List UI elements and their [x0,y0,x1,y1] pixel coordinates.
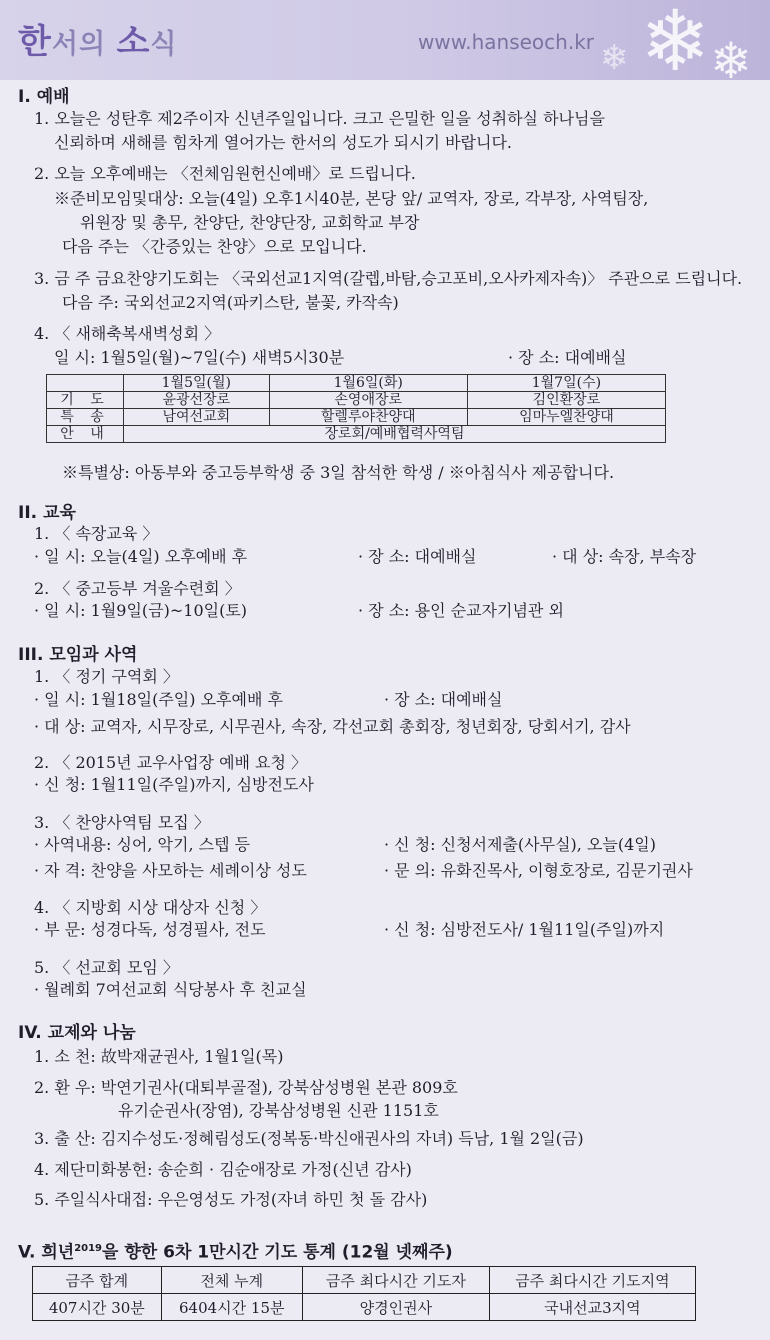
notice-text: 3. 금 주 금요찬양기도회는 〈국외선교1지역(갈렙,바탐,승고포비,오사카제자속)〉 주관으로 드립니다. [34,269,743,288]
notice-text: 1. 소 천: 故박재균권사, 1월1일(목) [34,1047,284,1066]
notice-text: · 대 상: 속장, 부속장 [552,547,697,566]
notice-text: 다음 주: 국외선교2지역(파키스탄, 불꽃, 카작속) [62,293,399,312]
page-title: 한서의 소식 [18,22,178,62]
notice-text: 1. 오늘은 성탄후 제2주이자 신년주일입니다. 크고 은밀한 일을 성취하실 하나님을 [34,109,605,128]
table-row-label: 안 내 [47,426,124,443]
notice-text: 2. 〈 2015년 교우사업장 예배 요청 〉 [34,753,308,772]
table-header-cell: 금주 최다시간 기도자 [302,1267,489,1294]
notice-text: 5. 〈 선교회 모임 〉 [34,958,179,977]
notice-text: · 신 청: 신청서제출(사무실), 오늘(4일) [384,835,656,854]
section-heading-prayer-stats: V. 희년$^{2019}$을 향한 6차 1만시간 기도 통계 (12월 넷째주) [18,1242,453,1263]
notice-text: · 장 소: 대예배실 [358,547,477,566]
table-header-cell: 1월6일(화) [269,375,467,392]
dawn-prayer-schedule-table [46,374,666,443]
notice-text: · 장 소: 용인 순교자기념관 외 [358,601,564,620]
website-url[interactable]: www.hanseoch.kr [418,30,594,54]
section-heading-fellowship: IV. 교제와 나눔 [18,1023,136,1043]
snowflake-icon: ❄ [640,0,711,80]
notice-text: 다음 주는 〈간증있는 찬양〉으로 모입니다. [62,237,367,256]
table-header-cell: 금주 합계 [33,1267,162,1294]
table-row-label: 기 도 [47,392,124,409]
table-header-cell: 전체 누계 [161,1267,302,1294]
notice-text: · 신 청: 심방전도사/ 1월11일(주일)까지 [384,920,665,939]
notice-text: · 부 문: 성경다독, 성경필사, 전도 [34,920,266,939]
notice-text: 일 시: 1월5일(월)~7일(수) 새벽5시30분 [54,348,345,367]
table-cell: 임마누엘찬양대 [467,409,665,426]
table-cell [47,375,124,392]
section-heading-worship: I. 예배 [18,87,70,107]
notice-text: · 사역내용: 싱어, 악기, 스텝 등 [34,835,251,854]
notice-text: 위원장 및 총무, 찬양단, 찬양단장, 교회학교 부장 [80,213,420,232]
table-cell: 양경인권사 [302,1294,489,1321]
notice-text: 3. 〈 찬양사역팀 모집 〉 [34,813,210,832]
table-cell: 윤광선장로 [124,392,270,409]
notice-text: 2. 환 우: 박연기권사(대퇴부골절), 강북삼성병원 본관 809호 [34,1078,458,1097]
notice-text: · 장 소: 대예배실 [508,348,627,367]
notice-text: · 일 시: 1월18일(주일) 오후예배 후 [34,690,283,709]
notice-text: 4. 〈 지방회 시상 대상자 신청 〉 [34,898,267,917]
notice-text: 4. 〈 새해축복새벽성회 〉 [34,324,221,343]
notice-text: · 일 시: 1월9일(금)~10일(토) [34,601,248,620]
notice-text: · 자 격: 찬양을 사모하는 세례이상 성도 [34,861,307,880]
notice-text: 2. 〈 중고등부 겨울수련회 〉 [34,579,241,598]
notice-text: · 대 상: 교역자, 시무장로, 시무권사, 속장, 각선교회 총회장, 청년회장, 당회서기, 감사 [34,717,631,736]
table-cell: 남여선교회 [124,409,270,426]
notice-text: 4. 제단미화봉헌: 송순희 · 김순애장로 가정(신년 감사) [34,1160,412,1179]
notice-text: · 문 의: 유화진목사, 이형호장로, 김문기권사 [384,861,693,880]
table-cell: 장로회/예배협력사역팀 [124,426,666,443]
table-header-cell: 1월7일(수) [467,375,665,392]
notice-text: · 월례회 7여선교회 식당봉사 후 친교실 [34,980,307,999]
table-header-cell: 1월5일(월) [124,375,270,392]
table-row-label: 특 송 [47,409,124,426]
snowflake-icon: ❄ [600,38,629,78]
notice-text: · 장 소: 대예배실 [384,690,503,709]
notice-text: 1. 〈 속장교육 〉 [34,524,159,543]
table-header-cell: 금주 최다시간 기도지역 [489,1267,695,1294]
header-banner [0,0,770,80]
notice-text: · 일 시: 오늘(4일) 오후예배 후 [34,547,248,566]
notice-text: 유기순권사(장염), 강북삼성병원 신관 1151호 [118,1101,439,1120]
section-heading-education: II. 교육 [18,503,76,523]
prayer-statistics-table [32,1266,696,1321]
table-cell: 407시간 30분 [33,1294,162,1321]
snowflake-icon: ❄ [710,32,752,80]
table-cell: 국내선교3지역 [489,1294,695,1321]
notice-text: · 신 청: 1월11일(주일)까지, 심방전도사 [34,775,314,794]
notice-text: 5. 주일식사대접: 우은영성도 가정(자녀 하민 첫 돌 감사) [34,1190,428,1209]
notice-text: 신뢰하며 새해를 힘차게 열어가는 한서의 성도가 되시기 바랍니다. [54,133,513,152]
notice-text: 1. 〈 정기 구역회 〉 [34,667,179,686]
table-cell: 6404시간 15분 [161,1294,302,1321]
notice-text: ※특별상: 아동부와 중고등부학생 중 3일 참석한 학생 / ※아침식사 제공합니다. [62,463,615,482]
table-cell: 손영애장로 [269,392,467,409]
table-cell: 할렐루야찬양대 [269,409,467,426]
notice-text: 2. 오늘 오후예배는 〈전체임원헌신예배〉로 드립니다. [34,164,416,183]
notice-text: 3. 출 산: 김지수성도·정혜림성도(정복동·박신애권사의 자녀) 득남, 1월 2일(금) [34,1129,584,1148]
section-heading-meetings: III. 모임과 사역 [18,645,138,665]
notice-text: ※준비모임및대상: 오늘(4일) 오후1시40분, 본당 앞/ 교역자, 장로, 각부장, 사역팀장, [54,189,649,208]
table-cell: 김인환장로 [467,392,665,409]
